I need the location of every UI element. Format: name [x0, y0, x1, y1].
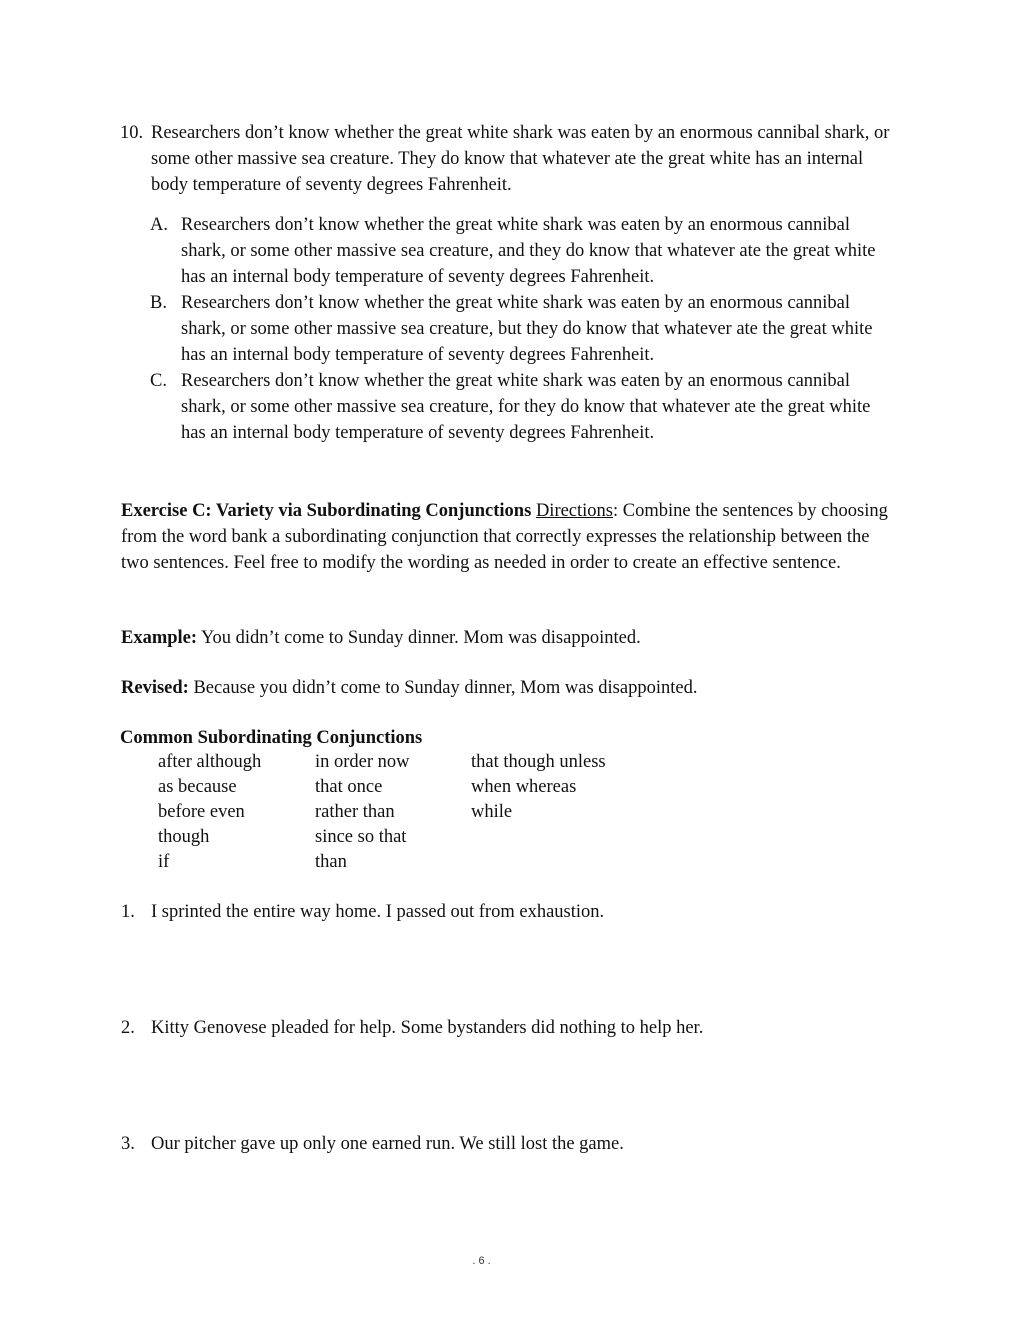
option-a — [150, 212, 895, 290]
word-bank-entry: that though unless — [471, 752, 606, 772]
prompt-text: Our pitcher gave up only one earned run. We still lost the game. — [151, 1134, 624, 1154]
option-b — [150, 290, 895, 368]
example-label: Example: — [121, 628, 198, 648]
question-number: 10. — [120, 123, 144, 143]
word-bank-entry: while — [471, 802, 513, 822]
answer-options — [150, 212, 895, 446]
word-bank-column-2 — [315, 750, 475, 875]
prompt-text: I sprinted the entire way home. I passed out from exhaustion. — [151, 902, 605, 922]
example-line — [121, 625, 891, 651]
word-bank-title: Common Subordinating Conjunctions — [120, 728, 423, 748]
revised-text: Because you didn’t come to Sunday dinner, Mom was disappointed. — [188, 678, 698, 698]
directions-text: : Combine the sentences by choosing from the word bank a subordinating conjunction that correctly expresses the relationship between the two sentences. Feel free to modify the wording as needed in order to create an effective sentence. — [121, 501, 888, 573]
word-bank-entry: that once — [315, 777, 383, 797]
word-bank-entry: as because — [158, 777, 237, 797]
option-letter: C. — [150, 371, 167, 391]
option-text: Researchers don’t know whether the great white shark was eaten by an enormous cannibal shark, or some other massive sea creature, for they do know that whatever ate the great white has an internal body temperature of seventy degrees Fahrenheit. — [181, 371, 871, 443]
page-number: . 6 . — [472, 1255, 491, 1267]
word-bank-entry: rather than — [315, 802, 395, 822]
prompt-text: Kitty Genovese pleaded for help. Some bystanders did nothing to help her. — [151, 1018, 704, 1038]
option-letter: B. — [150, 293, 167, 313]
word-bank-entry: since so that — [315, 827, 407, 847]
question-10 — [120, 120, 890, 198]
prompt-2 — [121, 1015, 901, 1041]
word-bank-column-1 — [158, 750, 318, 875]
exercise-title: Exercise C: Variety via Subordinating Conjunctions — [121, 501, 532, 521]
word-bank-entry: if — [158, 852, 170, 872]
directions-label: Directions — [535, 501, 613, 521]
word-bank-entry: though — [158, 827, 210, 847]
option-text: Researchers don’t know whether the great white shark was eaten by an enormous cannibal shark, or some other massive sea creature, but they do know that whatever ate the great white has an internal body temperature of seventy degrees Fahrenheit. — [181, 293, 873, 365]
prompt-3 — [121, 1131, 901, 1157]
option-c — [150, 368, 895, 446]
option-text: Researchers don’t know whether the great white shark was eaten by an enormous cannibal shark, or some other massive sea creature, and they do know that whatever ate the great white has an internal body temperature of seventy degrees Fahrenheit. — [181, 215, 876, 287]
word-bank-column-3 — [471, 750, 631, 825]
revised-label: Revised: — [121, 678, 189, 698]
revised-line — [121, 675, 891, 701]
word-bank-entry: in order now — [315, 752, 410, 772]
prompt-number: 1. — [121, 902, 135, 922]
example-text: You didn’t come to Sunday dinner. Mom was disappointed. — [197, 628, 641, 648]
word-bank-entry: before even — [158, 802, 245, 822]
word-bank-entry: after although — [158, 752, 262, 772]
word-bank-entry: when whereas — [471, 777, 577, 797]
prompt-number: 2. — [121, 1018, 135, 1038]
word-bank-entry: than — [315, 852, 347, 872]
prompt-number: 3. — [121, 1134, 135, 1154]
exercise-c-intro — [121, 498, 891, 576]
question-text: Researchers don’t know whether the great white shark was eaten by an enormous cannibal shark, or some other massive sea creature. They do know that whatever ate the great white has an internal body temperature of seventy degrees Fahrenheit. — [151, 123, 890, 195]
option-letter: A. — [150, 215, 168, 235]
prompt-1 — [121, 899, 901, 925]
